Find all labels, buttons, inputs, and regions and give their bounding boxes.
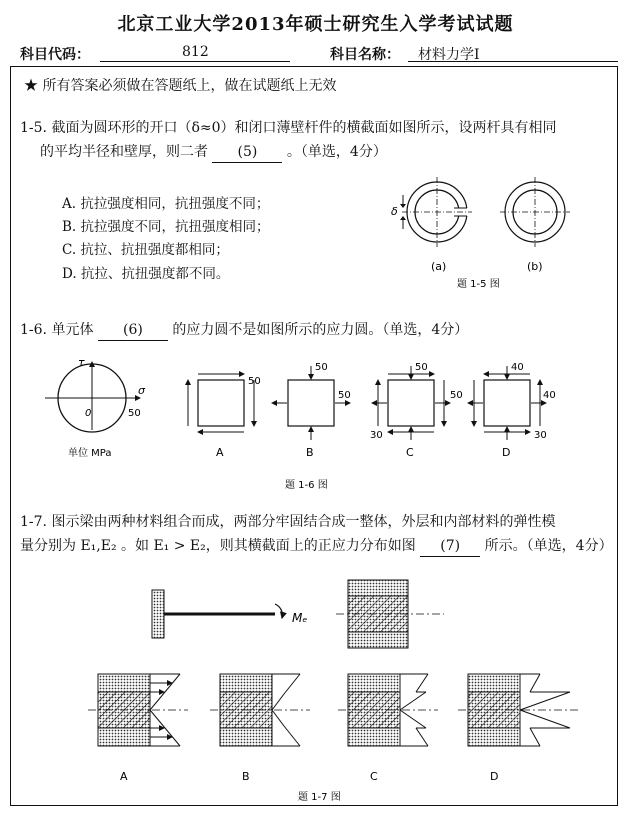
- radius-label: 50: [128, 408, 141, 419]
- origin-label: 0: [85, 408, 92, 419]
- element-b-value-right: 50: [338, 390, 351, 401]
- label-a: (a): [431, 260, 447, 273]
- q15-option-c[interactable]: C. 抗拉、抗扭强度都相同；: [62, 242, 229, 258]
- element-b-value-top: 50: [315, 362, 328, 373]
- q16-answer-blank[interactable]: (6): [98, 320, 168, 341]
- q17-text-line1: 图示梁由两种材料组合而成，两部分牢固结合成一整体，外层和内部材料的弹性模: [51, 514, 556, 530]
- element-b-label: B: [306, 446, 314, 459]
- diagram-c-label: C: [370, 770, 378, 783]
- q15-line1: [20, 118, 557, 138]
- q17-figure: [60, 570, 620, 805]
- subject-code-label: 科目代码：: [20, 47, 90, 63]
- stress-diagram-a: [88, 674, 188, 783]
- label-b: (b): [527, 260, 543, 273]
- stress-diagram-c: [338, 674, 438, 783]
- element-d: [468, 362, 556, 459]
- q16-text-b: 的应力圆不是如图所示的应力圆。（单选，4分）: [172, 322, 469, 338]
- element-c: [370, 362, 463, 459]
- diagram-d-label: D: [490, 770, 499, 783]
- element-c-value-top: 50: [415, 362, 428, 373]
- q15-line2: [40, 142, 387, 163]
- q15-text-line2b: 。（单选，4分）: [286, 144, 387, 160]
- answer-notice: ★ 所有答案必须做在答题纸上，做在试题纸上无效: [24, 78, 337, 94]
- q17-line2: [20, 536, 613, 557]
- tau-label: τ: [78, 356, 85, 369]
- stress-diagram-b: [210, 674, 310, 783]
- q17-text-line2a: 量分别为 E₁,E₂ 。如 E₁ > E₂，则其横截面上的正应力分布如图: [20, 538, 416, 554]
- q17-line1: [20, 512, 555, 532]
- q17-caption: 题 1-7 图: [298, 792, 341, 803]
- q17-text-line2b: 所示。（单选，4分）: [484, 538, 613, 554]
- q16-line: [20, 320, 468, 341]
- sigma-label: σ: [138, 384, 145, 397]
- q15-option-b[interactable]: B. 抗拉强度不同，抗扭强度相同；: [62, 219, 270, 235]
- q15-option-a[interactable]: A. 抗拉强度相同，抗扭强度不同；: [62, 196, 270, 212]
- q16-number: 1-6.: [20, 322, 47, 338]
- subject-name-label: 科目名称：: [330, 47, 400, 63]
- diagram-a-label: A: [120, 770, 128, 783]
- open-ring-section: [391, 177, 472, 247]
- q15-option-d[interactable]: D. 抗拉、抗扭强度都不同。: [62, 266, 230, 282]
- delta-label: δ: [391, 205, 398, 218]
- q17-number: 1-7.: [20, 514, 47, 530]
- element-a: [188, 374, 261, 459]
- element-c-value-shear: 30: [370, 430, 383, 441]
- q15-text-line1: 截面为圆环形的开口（δ≈0）和闭口薄壁杆件的横截面如图所示，设两杆具有相同: [51, 120, 557, 136]
- q15-answer-blank[interactable]: (5): [212, 142, 282, 163]
- q15-caption: 题 1-5 图: [457, 279, 500, 290]
- q16-text-a: 单元体: [51, 322, 94, 338]
- diagram-b-label: B: [242, 770, 250, 783]
- subject-code-value: 812: [182, 44, 209, 60]
- q15-figure: [385, 175, 585, 295]
- subject-name-value: 材料力学I: [418, 47, 480, 63]
- composite-section: [336, 580, 444, 648]
- q16-caption: 题 1-6 图: [285, 480, 328, 491]
- unit-label: 单位 MPa: [68, 448, 112, 459]
- cantilever-beam: [152, 590, 307, 638]
- element-c-value-right: 50: [450, 390, 463, 401]
- q16-figure: [40, 350, 620, 495]
- element-a-value: 50: [248, 376, 261, 387]
- element-d-value-right: 40: [543, 390, 556, 401]
- q15-text-line2a: 的平均半径和壁厚，则二者: [40, 144, 208, 160]
- element-d-value-shear: 30: [534, 430, 547, 441]
- q15-number: 1-5.: [20, 120, 47, 136]
- element-c-label: C: [406, 446, 414, 459]
- moment-label: Mₑ: [292, 611, 308, 625]
- mohr-circle: [45, 356, 146, 459]
- stress-diagram-d: [458, 674, 580, 783]
- q17-answer-blank[interactable]: (7): [420, 536, 480, 557]
- element-d-value-top: 40: [511, 362, 524, 373]
- element-a-label: A: [216, 446, 224, 459]
- exam-title: 北京工业大学2013年硕士研究生入学考试试题: [117, 14, 514, 35]
- element-b: [272, 362, 351, 459]
- closed-ring-section: [500, 177, 570, 247]
- element-d-label: D: [502, 446, 511, 459]
